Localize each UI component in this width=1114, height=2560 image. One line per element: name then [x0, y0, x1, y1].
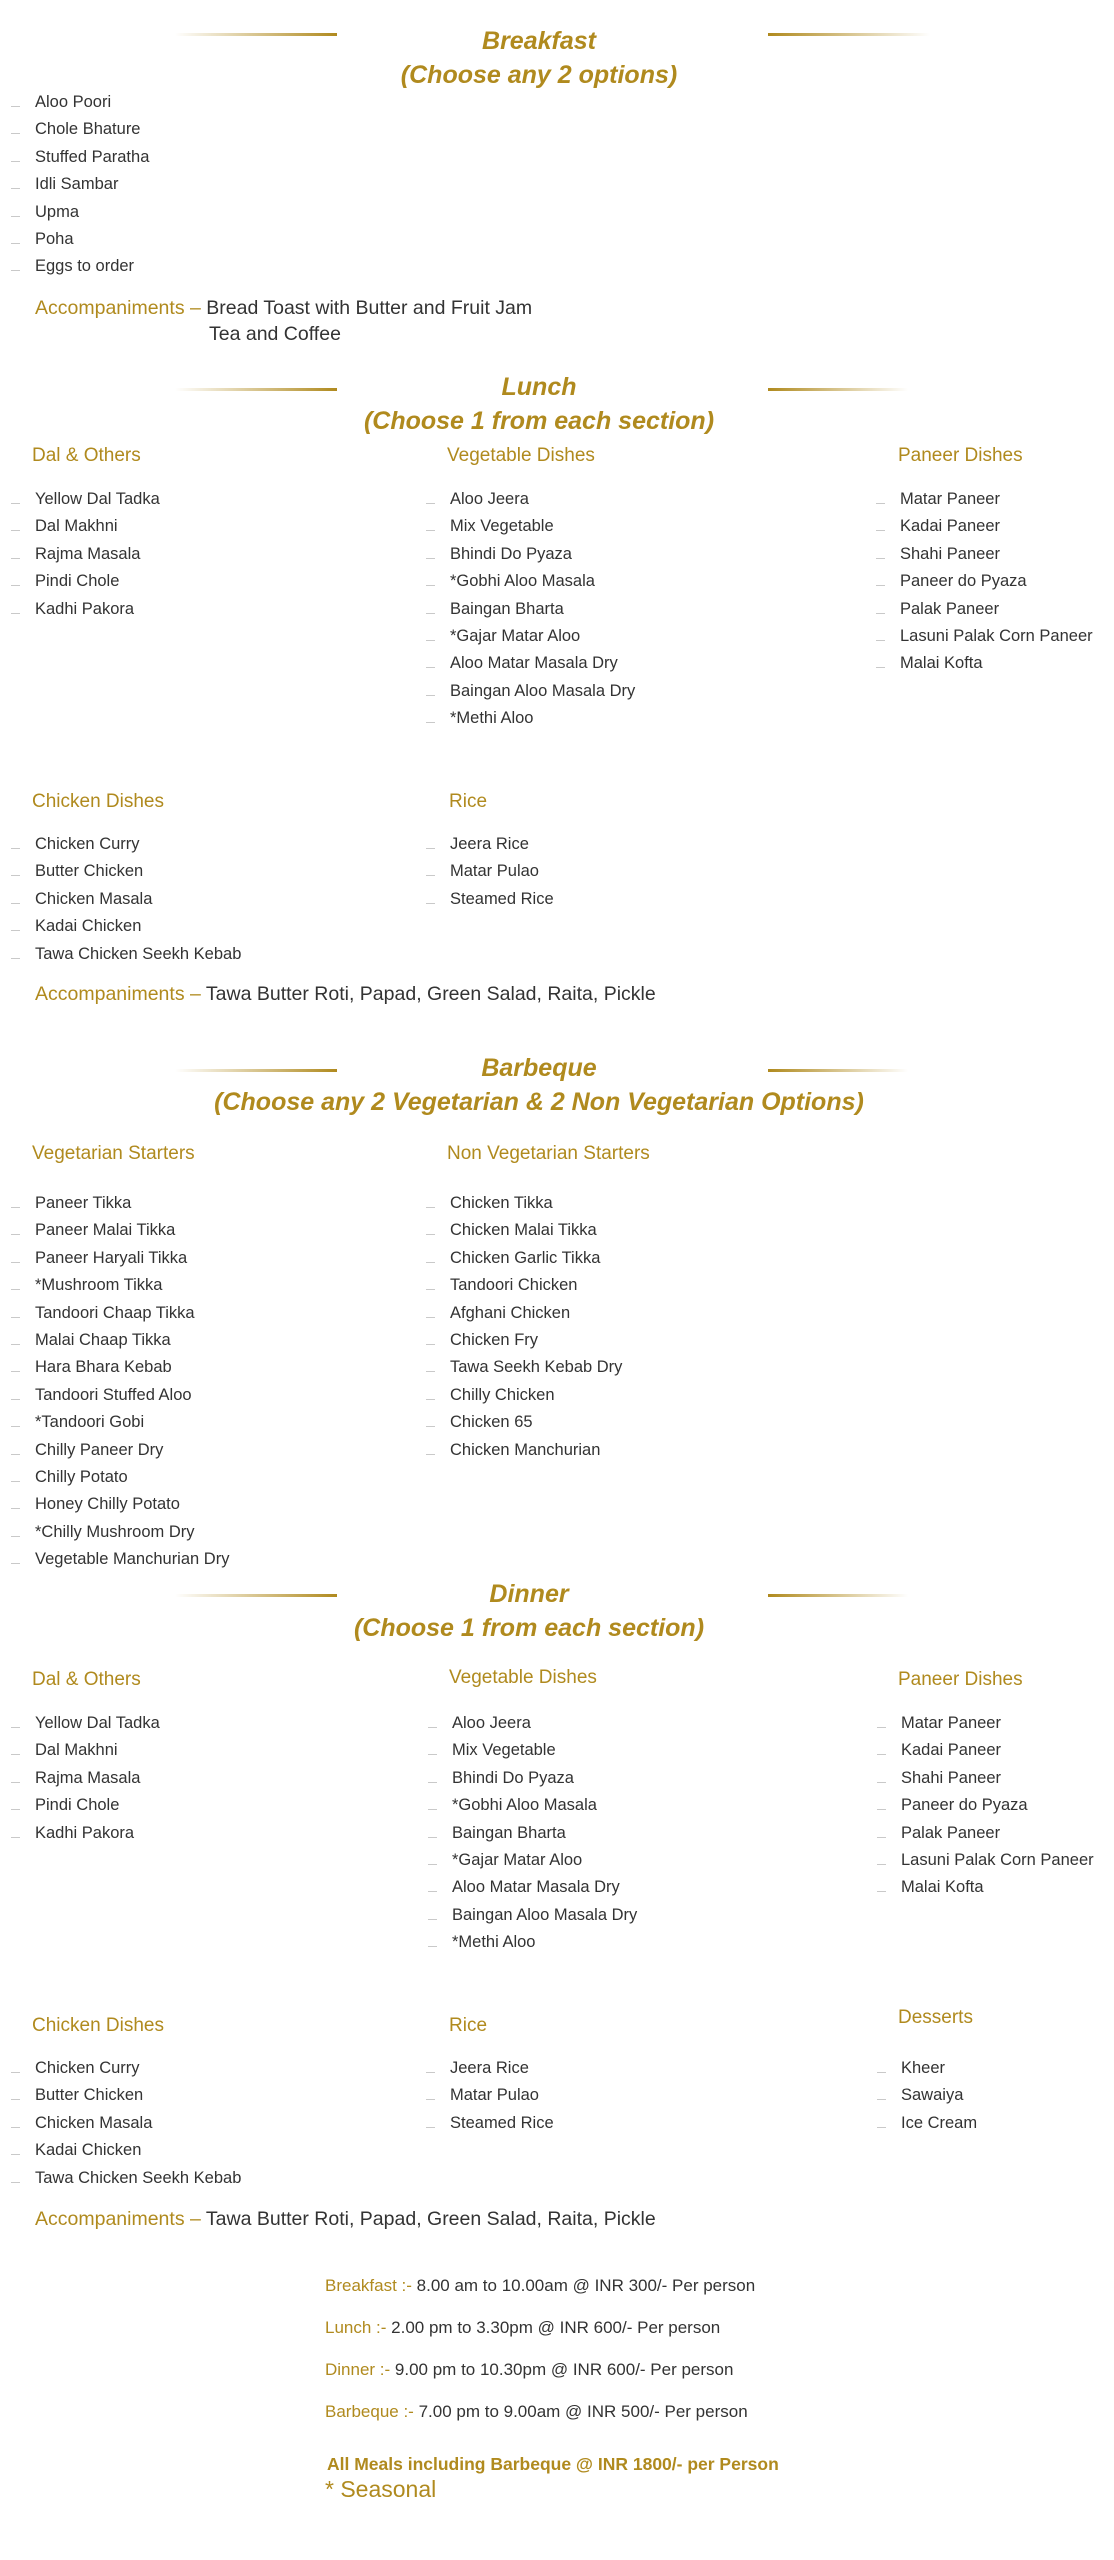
bullet-icon — [426, 530, 435, 531]
breakfast-title: Breakfast — [482, 27, 596, 55]
timing-lunch — [325, 2316, 720, 2340]
list-item: Palak Paneer — [876, 596, 1093, 623]
bullet-icon — [11, 1563, 20, 1564]
bbq-veg-title: Vegetarian Starters — [32, 1143, 195, 1164]
list-item: Malai Kofta — [876, 650, 1093, 677]
bullet-icon — [426, 848, 435, 849]
bullet-icon — [426, 1234, 435, 1235]
dinner-title: Dinner — [489, 1580, 569, 1608]
bullet-icon — [428, 1837, 437, 1838]
bullet-icon — [426, 1317, 435, 1318]
bullet-icon — [426, 722, 435, 723]
bullet-icon — [426, 503, 435, 504]
list-item: Baingan Aloo Masala Dry — [428, 1902, 637, 1929]
list-item: Paneer Tikka — [11, 1190, 229, 1217]
lunch-subtitle: (Choose 1 from each section) — [363, 407, 715, 435]
bullet-icon — [426, 2099, 435, 2100]
dinner-desserts-title: Desserts — [898, 2007, 973, 2028]
bullet-icon — [11, 2154, 20, 2155]
list-item: Tandoori Chaap Tikka — [11, 1300, 229, 1327]
list-item: Chicken Malai Tikka — [426, 1217, 622, 1244]
list-item: Chole Bhature — [11, 116, 149, 143]
bullet-icon — [877, 1864, 886, 1865]
timing-barbeque — [325, 2400, 748, 2424]
bbq-veg-list — [11, 1190, 229, 1574]
list-item: Mix Vegetable — [428, 1737, 637, 1764]
list-item: *Methi Aloo — [428, 1929, 637, 1956]
bullet-icon — [11, 2182, 20, 2183]
breakfast-subtitle: (Choose any 2 options) — [400, 61, 678, 89]
list-item: Pindi Chole — [11, 1792, 160, 1819]
timing-value: 2.00 pm to 3.30pm @ INR 600/- Per person — [391, 2318, 721, 2337]
bullet-icon — [11, 243, 20, 244]
list-item: *Tandoori Gobi — [11, 1409, 229, 1436]
timing-dinner — [325, 2358, 733, 2382]
lunch-chicken-title: Chicken Dishes — [32, 791, 164, 812]
list-item: Butter Chicken — [11, 2082, 241, 2109]
list-item: Kadai Chicken — [11, 913, 241, 940]
timing-label: Dinner :- — [325, 2360, 391, 2379]
accompaniments-label: Accompaniments – — [35, 983, 201, 1005]
bullet-icon — [428, 1946, 437, 1947]
list-item: Chicken Fry — [426, 1327, 622, 1354]
list-item: *Gajar Matar Aloo — [426, 623, 635, 650]
barbeque-subtitle: (Choose any 2 Vegetarian & 2 Non Vegetarian Options) — [214, 1088, 864, 1116]
list-item: Paneer do Pyaza — [876, 568, 1093, 595]
list-item: Matar Pulao — [426, 858, 554, 885]
list-item: Shahi Paneer — [877, 1765, 1094, 1792]
lunch-veg-title: Vegetable Dishes — [447, 445, 595, 466]
bullet-icon — [428, 1727, 437, 1728]
lunch-rice-title: Rice — [449, 791, 488, 812]
accompaniments-label: Accompaniments – — [35, 297, 201, 319]
bullet-icon — [11, 848, 20, 849]
list-item: Poha — [11, 226, 149, 253]
bullet-icon — [426, 1454, 435, 1455]
bullet-icon — [11, 903, 20, 904]
timing-breakfast — [325, 2274, 755, 2298]
bullet-icon — [11, 930, 20, 931]
list-item: Yellow Dal Tadka — [11, 1710, 160, 1737]
list-item: Lasuni Palak Corn Paneer — [876, 623, 1093, 650]
list-item: Malai Kofta — [877, 1874, 1094, 1901]
bullet-icon — [426, 1289, 435, 1290]
list-item: Tandoori Chicken — [426, 1272, 622, 1299]
bullet-icon — [426, 667, 435, 668]
list-item: Matar Paneer — [877, 1710, 1094, 1737]
bullet-icon — [876, 613, 885, 614]
lunch-accompaniments — [35, 981, 656, 1007]
bullet-icon — [11, 558, 20, 559]
bullet-icon — [11, 1289, 20, 1290]
lunch-title: Lunch — [501, 373, 577, 401]
lunch-chicken-list — [11, 831, 241, 968]
bullet-icon — [876, 503, 885, 504]
bullet-icon — [11, 216, 20, 217]
timing-label: Breakfast :- — [325, 2276, 412, 2295]
list-item: Baingan Bharta — [426, 596, 635, 623]
bullet-icon — [426, 695, 435, 696]
barbeque-title: Barbeque — [481, 1054, 597, 1082]
dinner-rice-list — [426, 2055, 554, 2137]
bullet-icon — [426, 1371, 435, 1372]
list-item: Afghani Chicken — [426, 1300, 622, 1327]
bullet-icon — [11, 1454, 20, 1455]
bullet-icon — [11, 875, 20, 876]
timing-label: Lunch :- — [325, 2318, 387, 2337]
bullet-icon — [11, 1782, 20, 1783]
bullet-icon — [11, 1426, 20, 1427]
bullet-icon — [428, 1864, 437, 1865]
dinner-paneer-title: Paneer Dishes — [898, 1669, 1023, 1690]
lunch-paneer-list — [876, 486, 1093, 678]
list-item: Stuffed Paratha — [11, 144, 149, 171]
bullet-icon — [11, 133, 20, 134]
list-item: Steamed Rice — [426, 2110, 554, 2137]
list-item: Paneer Haryali Tikka — [11, 1245, 229, 1272]
list-item: Shahi Paneer — [876, 541, 1093, 568]
list-item: Hara Bhara Kebab — [11, 1354, 229, 1381]
list-item: Baingan Bharta — [428, 1820, 637, 1847]
list-item: Lasuni Palak Corn Paneer — [877, 1847, 1094, 1874]
list-item: Jeera Rice — [426, 2055, 554, 2082]
bullet-icon — [11, 1317, 20, 1318]
list-item: Tawa Chicken Seekh Kebab — [11, 941, 241, 968]
list-item: Chicken Curry — [11, 2055, 241, 2082]
bullet-icon — [428, 1919, 437, 1920]
list-item: Chicken 65 — [426, 1409, 622, 1436]
bullet-icon — [11, 270, 20, 271]
accompaniments-label: Accompaniments – — [35, 2208, 201, 2230]
list-item: Kadai Chicken — [11, 2137, 241, 2164]
list-item: Kheer — [877, 2055, 977, 2082]
bullet-icon — [426, 903, 435, 904]
bullet-icon — [877, 1837, 886, 1838]
bullet-icon — [11, 2127, 20, 2128]
bullet-icon — [11, 1536, 20, 1537]
bullet-icon — [877, 1754, 886, 1755]
lunch-dal-list — [11, 486, 160, 623]
list-item: *Gajar Matar Aloo — [428, 1847, 637, 1874]
bullet-icon — [11, 1754, 20, 1755]
list-item: Chilly Potato — [11, 1464, 229, 1491]
bullet-icon — [11, 106, 20, 107]
bullet-icon — [11, 585, 20, 586]
dinner-paneer-list — [877, 1710, 1094, 1902]
list-item: Bhindi Do Pyaza — [428, 1765, 637, 1792]
list-item: Chicken Masala — [11, 886, 241, 913]
list-item: Chicken Tikka — [426, 1190, 622, 1217]
bullet-icon — [11, 1481, 20, 1482]
bullet-icon — [428, 1782, 437, 1783]
list-item: Kadhi Pakora — [11, 596, 160, 623]
bbq-nonveg-list — [426, 1190, 622, 1464]
bullet-icon — [877, 2127, 886, 2128]
bullet-icon — [11, 1234, 20, 1235]
bullet-icon — [877, 1727, 886, 1728]
dinner-chicken-list — [11, 2055, 241, 2192]
accompaniments-value: Tawa Butter Roti, Papad, Green Salad, Raita, Pickle — [205, 983, 656, 1005]
bullet-icon — [877, 1809, 886, 1810]
bullet-icon — [426, 2127, 435, 2128]
bullet-icon — [426, 613, 435, 614]
list-item: *Gobhi Aloo Masala — [428, 1792, 637, 1819]
list-item: Aloo Poori — [11, 89, 149, 116]
bullet-icon — [11, 530, 20, 531]
lunch-dal-title: Dal & Others — [32, 445, 141, 466]
list-item: Matar Pulao — [426, 2082, 554, 2109]
dinner-dal-title: Dal & Others — [32, 1669, 141, 1690]
list-item: Ice Cream — [877, 2110, 977, 2137]
list-item: Jeera Rice — [426, 831, 554, 858]
list-item: Pindi Chole — [11, 568, 160, 595]
dinner-subtitle: (Choose 1 from each section) — [353, 1614, 705, 1642]
bullet-icon — [11, 1207, 20, 1208]
bullet-icon — [11, 1262, 20, 1263]
list-item: *Gobhi Aloo Masala — [426, 568, 635, 595]
bullet-icon — [11, 2099, 20, 2100]
bullet-icon — [11, 161, 20, 162]
bullet-icon — [876, 585, 885, 586]
list-item: Chilly Chicken — [426, 1382, 622, 1409]
bullet-icon — [877, 1891, 886, 1892]
all-meals-price: All Meals including Barbeque @ INR 1800/- per Person — [327, 2454, 779, 2474]
list-item: Chicken Masala — [11, 2110, 241, 2137]
bullet-icon — [426, 1426, 435, 1427]
accompaniments-value: Bread Toast with Butter and Fruit Jam — [206, 297, 533, 319]
list-item: Chicken Manchurian — [426, 1437, 622, 1464]
bullet-icon — [876, 558, 885, 559]
dinner-chicken-title: Chicken Dishes — [32, 2015, 164, 2036]
list-item: Honey Chilly Potato — [11, 1491, 229, 1518]
bullet-icon — [11, 1727, 20, 1728]
bullet-icon — [877, 1782, 886, 1783]
bullet-icon — [428, 1754, 437, 1755]
list-item: Rajma Masala — [11, 541, 160, 568]
lunch-rice-list — [426, 831, 554, 913]
bullet-icon — [11, 1344, 20, 1345]
lunch-paneer-title: Paneer Dishes — [898, 445, 1023, 466]
list-item: Tandoori Stuffed Aloo — [11, 1382, 229, 1409]
list-item: Aloo Matar Masala Dry — [428, 1874, 637, 1901]
seasonal-note: * Seasonal — [325, 2476, 437, 2502]
list-item: Baingan Aloo Masala Dry — [426, 678, 635, 705]
bullet-icon — [11, 1508, 20, 1509]
bullet-icon — [428, 1891, 437, 1892]
bullet-icon — [11, 1371, 20, 1372]
list-item: Tawa Seekh Kebab Dry — [426, 1354, 622, 1381]
dinner-dal-list — [11, 1710, 160, 1847]
bullet-icon — [426, 2072, 435, 2073]
accompaniments-value: Tawa Butter Roti, Papad, Green Salad, Raita, Pickle — [205, 2208, 656, 2230]
list-item: Upma — [11, 199, 149, 226]
bullet-icon — [11, 958, 20, 959]
bullet-icon — [876, 667, 885, 668]
timing-value: 7.00 pm to 9.00am @ INR 500/- Per person — [418, 2402, 748, 2421]
list-item: Idli Sambar — [11, 171, 149, 198]
list-item: Kadhi Pakora — [11, 1820, 160, 1847]
bullet-icon — [11, 1837, 20, 1838]
bullet-icon — [877, 2099, 886, 2100]
bullet-icon — [11, 503, 20, 504]
list-item: Palak Paneer — [877, 1820, 1094, 1847]
list-item: Aloo Jeera — [426, 486, 635, 513]
bullet-icon — [11, 613, 20, 614]
dinner-accompaniments — [35, 2206, 656, 2232]
breakfast-list — [11, 89, 149, 281]
bullet-icon — [877, 2072, 886, 2073]
bullet-icon — [426, 1207, 435, 1208]
list-item: *Chilly Mushroom Dry — [11, 1519, 229, 1546]
list-item: Dal Makhni — [11, 513, 160, 540]
list-item: Butter Chicken — [11, 858, 241, 885]
list-item: Tawa Chicken Seekh Kebab — [11, 2165, 241, 2192]
bullet-icon — [426, 558, 435, 559]
list-item: Vegetable Manchurian Dry — [11, 1546, 229, 1573]
list-item: Yellow Dal Tadka — [11, 486, 160, 513]
list-item: Kadai Paneer — [877, 1737, 1094, 1764]
list-item: Paneer Malai Tikka — [11, 1217, 229, 1244]
list-item: Paneer do Pyaza — [877, 1792, 1094, 1819]
bullet-icon — [876, 640, 885, 641]
list-item: Sawaiya — [877, 2082, 977, 2109]
bullet-icon — [426, 640, 435, 641]
bullet-icon — [426, 1262, 435, 1263]
list-item: Chicken Garlic Tikka — [426, 1245, 622, 1272]
bullet-icon — [11, 1809, 20, 1810]
list-item: Bhindi Do Pyaza — [426, 541, 635, 568]
list-item: Mix Vegetable — [426, 513, 635, 540]
bullet-icon — [428, 1809, 437, 1810]
timing-value: 9.00 pm to 10.30pm @ INR 600/- Per person — [394, 2360, 734, 2379]
breakfast-accompaniments — [35, 295, 533, 345]
dinner-desserts-list — [877, 2055, 977, 2137]
bullet-icon — [876, 530, 885, 531]
timing-label: Barbeque :- — [325, 2402, 414, 2421]
bullet-icon — [426, 585, 435, 586]
timing-value: 8.00 am to 10.00am @ INR 300/- Per person — [416, 2276, 756, 2295]
bullet-icon — [11, 1399, 20, 1400]
accompaniments-value-line2: Tea and Coffee — [209, 323, 341, 345]
list-item: Kadai Paneer — [876, 513, 1093, 540]
dinner-veg-title: Vegetable Dishes — [449, 1667, 597, 1688]
dinner-veg-list — [428, 1710, 637, 1957]
list-item: Steamed Rice — [426, 886, 554, 913]
list-item: Dal Makhni — [11, 1737, 160, 1764]
bullet-icon — [426, 1399, 435, 1400]
list-item: Eggs to order — [11, 253, 149, 280]
bullet-icon — [426, 1344, 435, 1345]
list-item: Chicken Curry — [11, 831, 241, 858]
list-item: Rajma Masala — [11, 1765, 160, 1792]
bullet-icon — [426, 875, 435, 876]
bullet-icon — [11, 188, 20, 189]
list-item: Malai Chaap Tikka — [11, 1327, 229, 1354]
list-item: *Methi Aloo — [426, 705, 635, 732]
list-item: Aloo Matar Masala Dry — [426, 650, 635, 677]
bullet-icon — [11, 2072, 20, 2073]
list-item: *Mushroom Tikka — [11, 1272, 229, 1299]
bbq-nonveg-title: Non Vegetarian Starters — [447, 1143, 650, 1164]
dinner-rice-title: Rice — [449, 2015, 488, 2036]
lunch-veg-list — [426, 486, 635, 733]
list-item: Matar Paneer — [876, 486, 1093, 513]
list-item: Chilly Paneer Dry — [11, 1437, 229, 1464]
list-item: Aloo Jeera — [428, 1710, 637, 1737]
